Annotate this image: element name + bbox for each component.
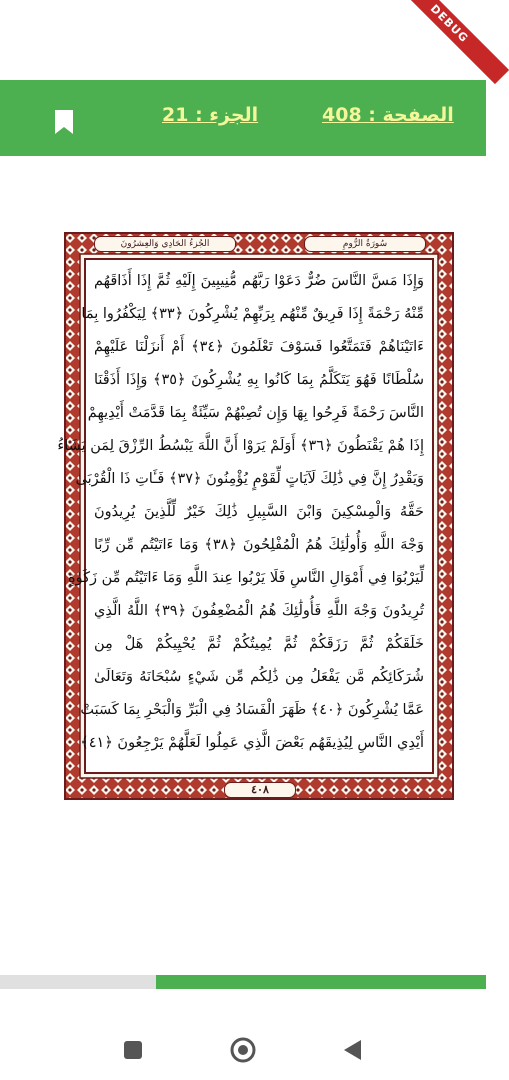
reading-progress-fill — [156, 975, 486, 989]
verse-line: مِّنْهُ رَحْمَةً إِذَا فَرِيقٌ مِّنْهُم بِرَبِّهِمْ يُشْرِكُونَ ﴿٣٣﴾ لِيَكْفُرُوا بِمَا — [81, 306, 424, 322]
verse-line: لِّيَرْبُوَا فِي أَمْوَالِ النَّاسِ فَلَا يَرْبُوا عِندَ اللَّهِ وَمَا ءَاتَيْتُم مِّن زَكَوٰةٍ — [68, 570, 424, 586]
verse-line: وَجْهَ اللَّهِ وَأُولَٰئِكَ هُمُ الْمُفْلِحُونَ ﴿٣٨﴾ وَمَا ءَاتَيْتُم مِّن رِّبًا — [94, 537, 424, 553]
verse-line: حَقَّهُ وَالْمِسْكِينَ وَابْنَ السَّبِيلِ ذَٰلِكَ خَيْرٌ لِّلَّذِينَ يُرِيدُونَ — [94, 504, 424, 520]
bookmark-icon — [44, 106, 84, 138]
square-recents-icon — [113, 1030, 153, 1070]
system-nav-bar — [0, 1010, 486, 1080]
triangle-back-icon — [333, 1030, 373, 1070]
verse-line: ءَاتَيْنَاهُمْ فَتَمَتَّعُوا فَسَوْفَ تَعْلَمُونَ ﴿٣٤﴾ أَمْ أَنزَلْنَا عَلَيْهِمْ — [94, 339, 424, 355]
status-bar — [0, 0, 486, 80]
verse-line: عَمَّا يُشْرِكُونَ ﴿٤٠﴾ ظَهَرَ الْفَسَادُ فِي الْبَرِّ وَالْبَحْرِ بِمَا كَسَبَتْ — [80, 702, 424, 718]
verse-line: النَّاسَ رَحْمَةً فَرِحُوا بِهَا وَإِن تُصِبْهُمْ سَيِّئَةٌ بِمَا قَدَّمَتْ أَيْدِيهِمْ — [87, 405, 424, 421]
debug-banner: DEBUG — [389, 0, 509, 84]
bookmark-button[interactable] — [44, 106, 84, 138]
verse-line: وَإِذَا مَسَّ النَّاسَ ضُرٌّ دَعَوْا رَبَّهُم مُّنِيبِينَ إِلَيْهِ ثُمَّ إِذَا أَذَاقَهُم — [94, 273, 424, 289]
verse-text-area — [57, 258, 434, 774]
surah-name-header: سُورَةُ الرُّومِ — [304, 236, 426, 252]
circle-home-icon — [223, 1030, 263, 1070]
juz-header: الجُزءُ الحَادِي وَالعِشرُونَ — [94, 236, 236, 252]
reading-progress-bar — [0, 975, 486, 989]
verse-line: إِذَا هُمْ يَقْنَطُونَ ﴿٣٦﴾ أَوَلَمْ يَرَوْا أَنَّ اللَّهَ يَبْسُطُ الرِّزْقَ لِمَن يَشَاءُ — [57, 438, 424, 454]
juz-label[interactable]: الجزء : 21 — [162, 104, 259, 126]
home-button[interactable] — [223, 1030, 263, 1070]
verse-line: شُرَكَائِكُم مَّن يَفْعَلُ مِن ذَٰلِكُم مِّن شَيْءٍ سُبْحَانَهُ وَتَعَالَىٰ — [94, 669, 424, 685]
verse-line: خَلَقَكُمْ ثُمَّ رَزَقَكُمْ ثُمَّ يُمِيتُكُمْ ثُمَّ يُحْيِيكُمْ هَلْ مِن — [94, 636, 424, 652]
recents-button[interactable] — [113, 1030, 153, 1070]
page-number-footer: ٤٠٨ — [224, 782, 296, 798]
app-bar — [0, 80, 486, 156]
mushaf-page[interactable] — [57, 232, 454, 800]
back-button[interactable] — [333, 1030, 373, 1070]
verse-line: وَيَقْدِرُ إِنَّ فِي ذَٰلِكَ لَآيَاتٍ لِّقَوْمٍ يُؤْمِنُونَ ﴿٣٧﴾ فَـَٔاتِ ذَا الْقُرْبَىٰ — [75, 471, 424, 487]
page-number-label[interactable]: الصفحة : 408 — [322, 104, 454, 126]
verse-line: تُرِيدُونَ وَجْهَ اللَّهِ فَأُولَٰئِكَ هُمُ الْمُضْعِفُونَ ﴿٣٩﴾ اللَّهُ الَّذِي — [94, 603, 424, 619]
verse-line: أَيْدِي النَّاسِ لِيُذِيقَهُم بَعْضَ الَّذِي عَمِلُوا لَعَلَّهُمْ يَرْجِعُونَ ﴿٤١﴾ — [80, 735, 424, 751]
verse-line: سُلْطَانًا فَهُوَ يَتَكَلَّمُ بِمَا كَانُوا بِهِ يُشْرِكُونَ ﴿٣٥﴾ وَإِذَا أَذَقْنَا — [94, 372, 424, 388]
